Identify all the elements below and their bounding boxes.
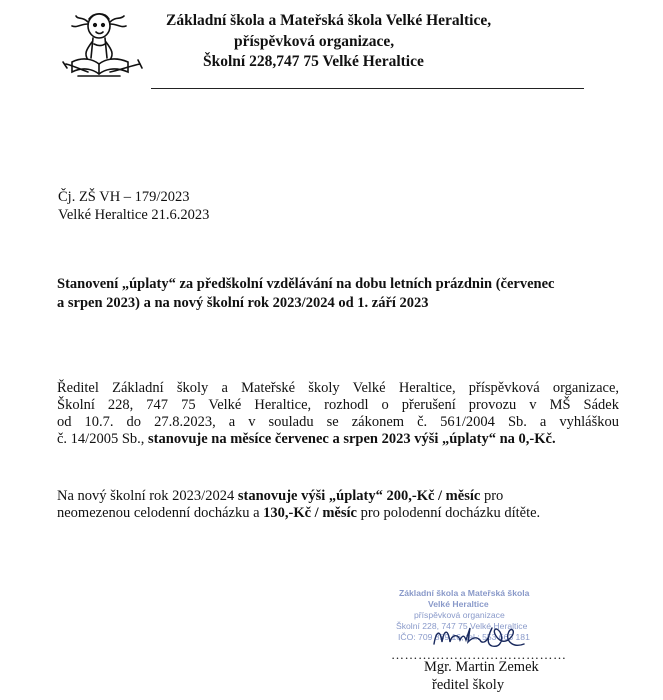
paragraph-line-4: [57, 431, 619, 448]
school-logo-icon: [58, 6, 148, 86]
signatory-role: ředitel školy: [432, 677, 505, 693]
reference-number: Čj. ZŠ VH – 179/2023: [58, 189, 190, 205]
stamp-line-4: Školní 228, 747 75 Velké Heraltice: [396, 621, 528, 631]
fee-text-unlimited: neomezenou celodenní docházku a: [57, 505, 264, 521]
stamp-line-1: Základní škola a Mateřská škola: [399, 588, 530, 598]
decision-paragraph: [57, 380, 619, 448]
fee-half-day: 130,-Kč / měsíc: [263, 505, 357, 521]
school-address: Školní 228,747 75 Velké Heraltice: [203, 53, 424, 70]
title-line-2: a srpen 2023) a na nový školní rok 2023/2024 od 1. září 2023: [57, 295, 429, 311]
stamp-line-5: IČO: 709 859 16, tel.: 553 663 181: [398, 632, 530, 642]
document-title: [57, 275, 617, 313]
paragraph-line-1: Ředitel Základní školy a Mateřské školy Velké Heraltice, příspěvková organizace,: [57, 380, 619, 396]
paragraph-line-3: od 10.7. do 27.8.2023, a v souladu se zákonem č. 561/2004 Sb. a vyhláškou: [57, 414, 619, 430]
title-line-1: Stanovení „úplaty“ za předškolní vzdělávání na dobu letních prázdnin (červenec: [57, 276, 555, 292]
fee-text-pro: pro: [480, 488, 504, 504]
fee-paragraph: [57, 488, 619, 522]
paragraph-line-2: Školní 228, 747 75 Velké Heraltice, rozhodl o přerušení provozu v MŠ Sádek: [57, 397, 619, 413]
place-and-date: Velké Heraltice 21.6.2023: [58, 207, 210, 223]
fee-full-day: stanovuje výši „úplaty“ 200,-Kč / měsíc: [237, 488, 481, 504]
signatory-name: Mgr. Martin Zemek: [424, 659, 539, 675]
paragraph-line-4-text: č. 14/2005 Sb.,: [57, 431, 149, 447]
stamp-line-3: příspěvková organizace: [414, 610, 505, 620]
stamp-line-2: Velké Heraltice: [428, 599, 489, 609]
decision-highlight: stanovuje na měsíce červenec a srpen 2023 výši „úplaty“ na 0,-Kč.: [148, 431, 556, 447]
fee-intro: Na nový školní rok 2023/2024: [57, 488, 238, 504]
signature-dotted-line: …………………………………: [391, 647, 567, 662]
school-name-heading: Základní škola a Mateřská škola Velké Heraltice,: [166, 12, 492, 29]
header-divider: [151, 88, 584, 89]
school-organization-type: příspěvková organizace,: [234, 33, 395, 50]
fee-text-half-day: pro polodenní docházku dítěte.: [356, 505, 541, 521]
